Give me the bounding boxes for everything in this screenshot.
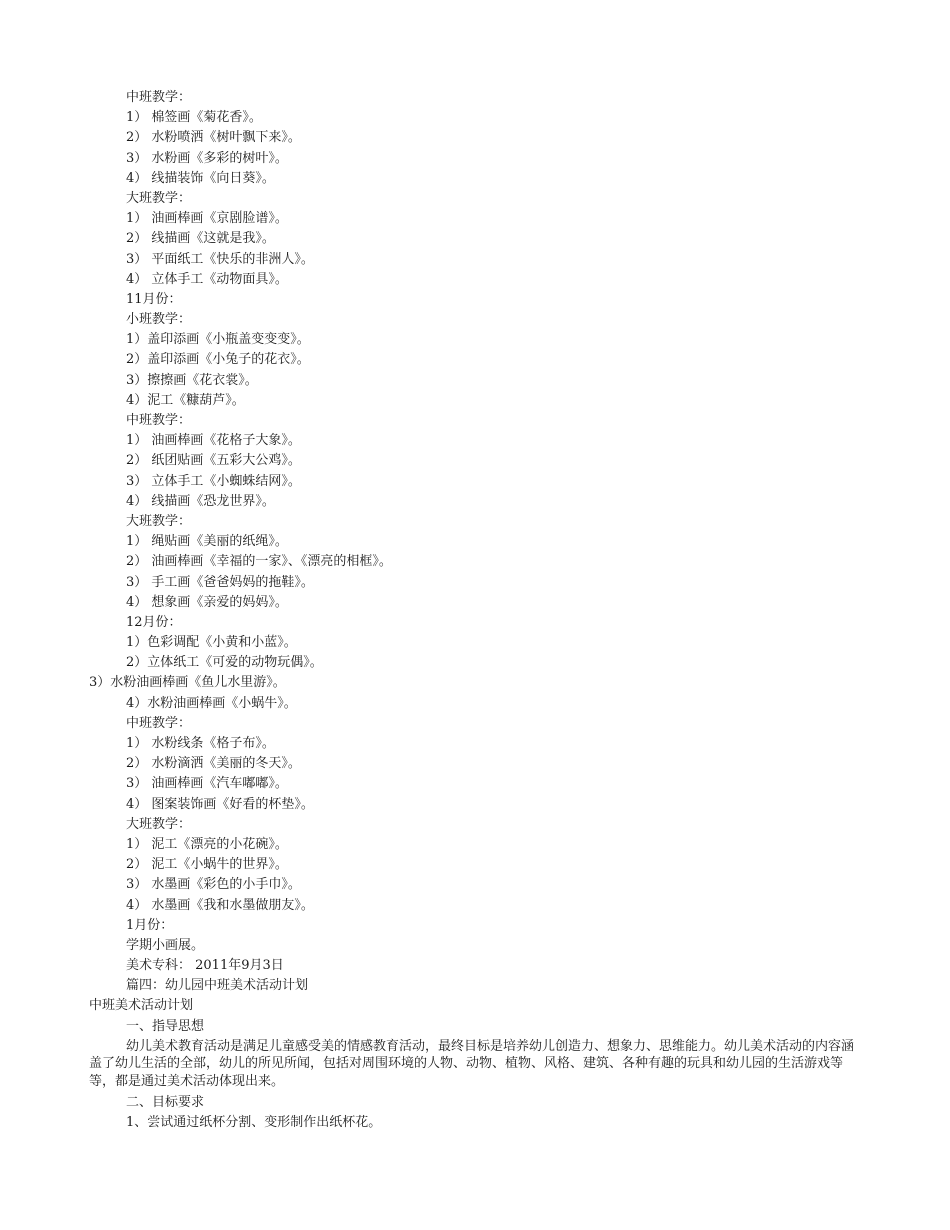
text-line: 3） 水粉画《多彩的树叶》。 <box>126 150 288 166</box>
document-page <box>89 88 864 1133</box>
text-line: 大班教学： <box>126 816 192 832</box>
text-line: 美术专科： 2011年9月3日 <box>126 958 284 974</box>
text-line: 中班教学： <box>126 715 192 731</box>
text-line: 4）泥工《糠葫芦》。 <box>126 392 245 408</box>
text-line: 1、尝试通过纸杯分割、变形制作出纸杯花。 <box>126 1114 382 1130</box>
text-line: 2） 水粉滴洒《美丽的冬天》。 <box>126 756 301 772</box>
text-line: 11月份： <box>126 291 182 307</box>
text-line: 2） 泥工《小蜗牛的世界》。 <box>126 857 288 873</box>
text-line: 3） 水墨画《彩色的小手巾》。 <box>126 877 301 893</box>
text-line: 3）水粉油画棒画《鱼儿水里游》。 <box>89 675 286 691</box>
document-lines <box>89 88 864 1037</box>
text-line: 3） 平面纸工《快乐的非洲人》。 <box>126 251 314 267</box>
text-line: 3）擦擦画《花衣裳》。 <box>126 372 258 388</box>
text-line: 2） 线描画《这就是我》。 <box>126 231 275 247</box>
text-line: 小班教学： <box>126 312 192 328</box>
text-line: 3） 油画棒画《汽车嘟嘟》。 <box>126 776 288 792</box>
text-line: 1） 水粉线条《格子布》。 <box>126 736 275 751</box>
text-line: 1） 油画棒画《花格子大象》。 <box>126 433 301 449</box>
text-line: 2） 油画棒画《幸福的一家》、《漂亮的相框》。 <box>126 554 392 570</box>
text-line: 学期小画展。 <box>126 937 205 953</box>
text-line: 1） 泥工《漂亮的小花碗》。 <box>126 836 288 852</box>
text-line: 4） 图案装饰画《好看的杯垫》。 <box>126 796 314 812</box>
text-line: 大班教学： <box>126 513 192 529</box>
text-line: 中班美术活动计划 <box>89 998 194 1014</box>
text-line: 1）色彩调配《小黄和小蓝》。 <box>126 635 297 651</box>
text-line: 3） 手工画《爸爸妈妈的拖鞋》。 <box>126 574 314 590</box>
text-line: 1） 油画棒画《京剧脸谱》。 <box>126 211 288 227</box>
text-line: 二、目标要求 <box>126 1094 205 1110</box>
text-line: 2） 水粉喷洒《树叶飘下来》。 <box>126 130 301 146</box>
text-line: 4） 想象画《亲爱的妈妈》。 <box>126 594 288 610</box>
text-line: 1） 绳贴画《美丽的纸绳》。 <box>126 534 288 550</box>
text-line: 4）水粉油画棒画《小蜗牛》。 <box>126 695 297 711</box>
body-paragraph: 幼儿美术教育活动是满足儿童感受美的情感教育活动，最终目标是培养幼儿创造力、想象力、思维能力。幼儿美术活动的内容涵盖了幼儿生活的全部，幼儿的所见所闻，包括对周围环境的人物、动物、植物、风格、建筑、各种有趣的玩具和幼儿园的生活游戏等等，都是通过美术活动体现出来。 <box>89 1038 855 1089</box>
text-line: 4） 线描装饰《向日葵》。 <box>126 170 275 186</box>
text-line: 1）盖印添画《小瓶盖变变变》。 <box>126 332 310 348</box>
text-line: 2）盖印添画《小兔子的花衣》。 <box>126 352 310 368</box>
text-line: 3） 立体手工《小蜘蛛结网》。 <box>126 473 301 489</box>
document-lines-after <box>89 1093 864 1133</box>
text-line: 12月份： <box>126 614 182 630</box>
text-line: 4） 立体手工《动物面具》。 <box>126 271 288 287</box>
text-line: 2） 纸团贴画《五彩大公鸡》。 <box>126 453 301 469</box>
text-line: 中班教学： <box>126 413 192 428</box>
text-line: 1） 棉签画《菊花香》。 <box>126 110 262 126</box>
text-line: 一、指导思想 <box>126 1018 205 1034</box>
text-line: 篇四：幼儿园中班美术活动计划 <box>126 978 309 994</box>
text-line: 4） 线描画《恐龙世界》。 <box>126 493 275 509</box>
text-line: 大班教学： <box>126 190 192 206</box>
text-line: 2）立体纸工《可爱的动物玩偶》。 <box>126 655 323 671</box>
text-line: 4） 水墨画《我和水墨做朋友》。 <box>126 897 314 913</box>
text-line: 中班教学： <box>126 90 192 105</box>
text-line: 1月份： <box>126 917 174 933</box>
